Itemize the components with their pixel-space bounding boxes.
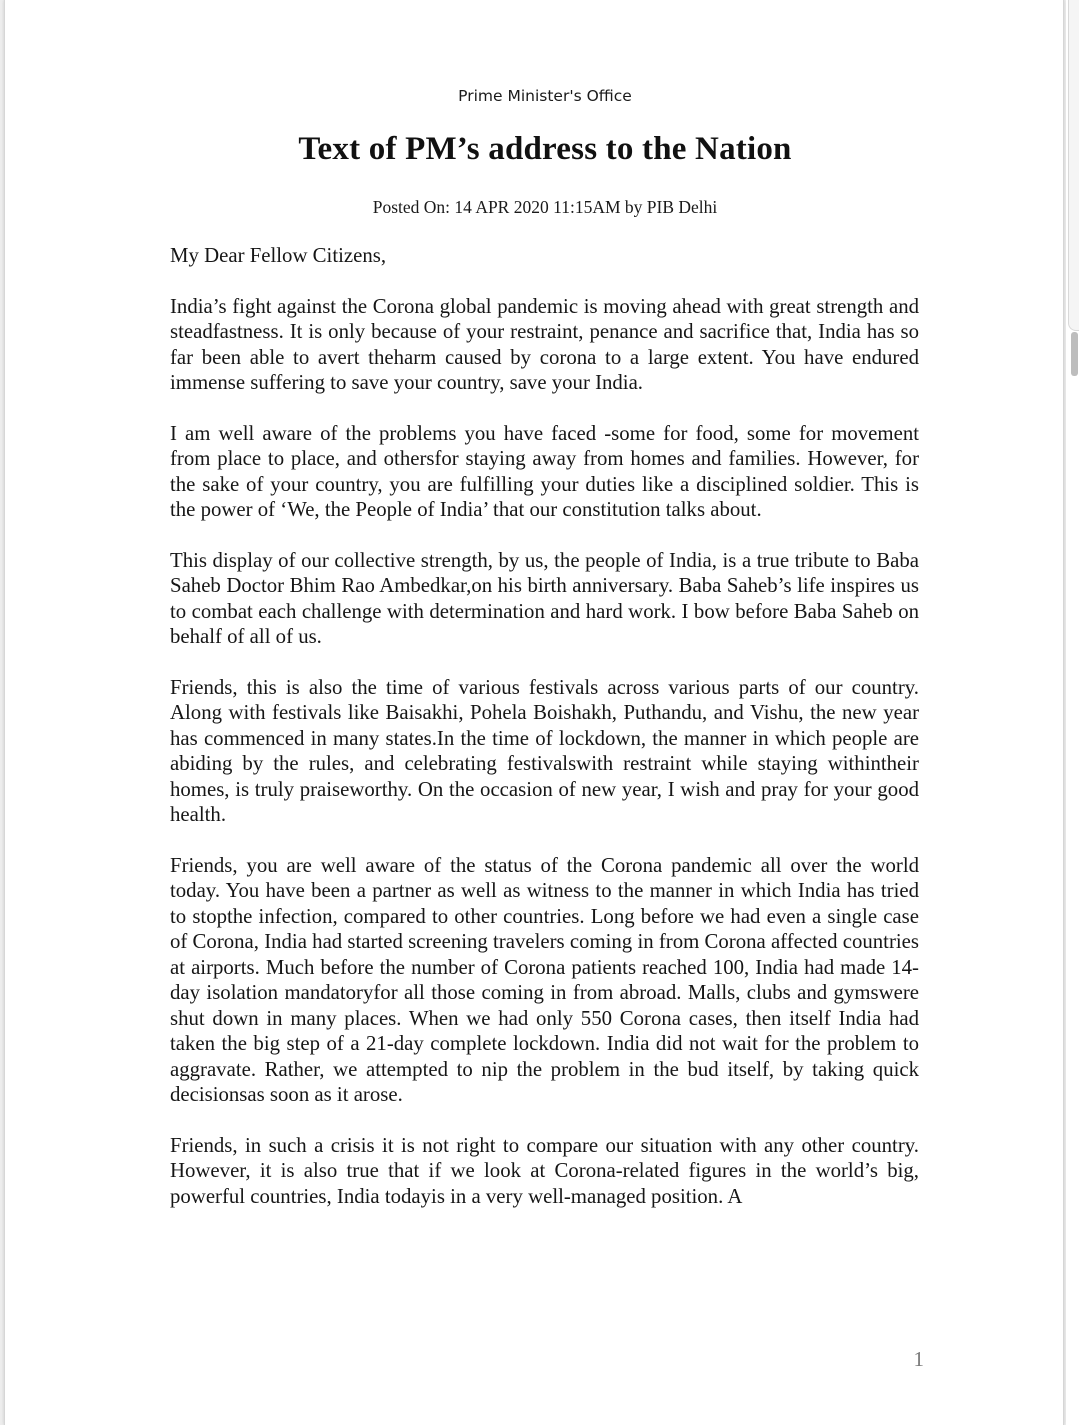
vertical-scrollbar[interactable] [1066,0,1080,1425]
document-page [4,0,1064,1425]
scrollbar-thumb[interactable] [1071,332,1078,376]
posted-date: Posted On: 14 APR 2020 11:15AM by PIB Delhi [372,197,718,217]
paragraph: I am well aware of the problems you have faced -some for food, some for movement from place to place, and othersfor staying away from homes and families. However, for the sake of your country, you are fulfilling your duties like a disciplined soldier. This is the power of ‘We, the People of India’ that our constitution talks about. [170,421,919,521]
scrollbar-track[interactable] [1068,0,1079,331]
page-number: 1 [913,1347,924,1371]
office-name: Prime Minister's Office [458,87,632,105]
paragraph: Friends, in such a crisis it is not right to compare our situation with any other country. However, it is also true that if we look at Corona-related figures in the world’s big, powerful countries, India todayis in a very well-managed position. A [170,1133,919,1208]
paragraph: Friends, you are well aware of the status of the Corona pandemic all over the world today. You have been a partner as well as witness to the manner in which India has tried to stopthe infection, compared to other countries. Long before we had even a single case of Corona, India had started screening travelers coming in from Corona affected countries at airports. Much before the number of Corona patients reached 100, India had made 14-day isolation mandatoryfor all those coming in from abroad. Malls, clubs and gymswere shut down in many places. When we had only 550 Corona cases, then itself India had taken the big step of a 21-day complete lockdown. India did not wait for the problem to aggravate. Rather, we attempted to nip the problem in the bud itself, by taking quick decisionsas soon as it arose. [170,853,919,1106]
salutation: My Dear Fellow Citizens, [170,244,387,267]
document-body [170,243,919,1234]
paragraph: Friends, this is also the time of various festivals across various parts of our country. Along with festivals like Baisakhi, Pohela Boishakh, Puthandu, and Vishu, the new year has commenced in many states.In the time of lockdown, the manner in which people are abiding by the rules, and celebrating festivalswith restraint while staying withintheir homes, is truly praiseworthy. On the occasion of new year, I wish and pray for your good health. [170,675,919,826]
paragraph: This display of our collective strength, by us, the people of India, is a true tribute to Baba Saheb Doctor Bhim Rao Ambedkar,on his birth anniversary. Baba Saheb’s life inspires us to combat each challenge with determination and hard work. I bow before Baba Saheb on behalf of all of us. [170,548,919,648]
document-title: Text of PM’s address to the Nation [298,131,792,167]
paragraph: India’s fight against the Corona global pandemic is moving ahead with great strength and steadfastness. It is only because of your restraint, penance and sacrifice that, India has so far been able to avert theharm caused by corona to a large extent. You have endured immense suffering to save your country, save your India. [170,294,919,394]
